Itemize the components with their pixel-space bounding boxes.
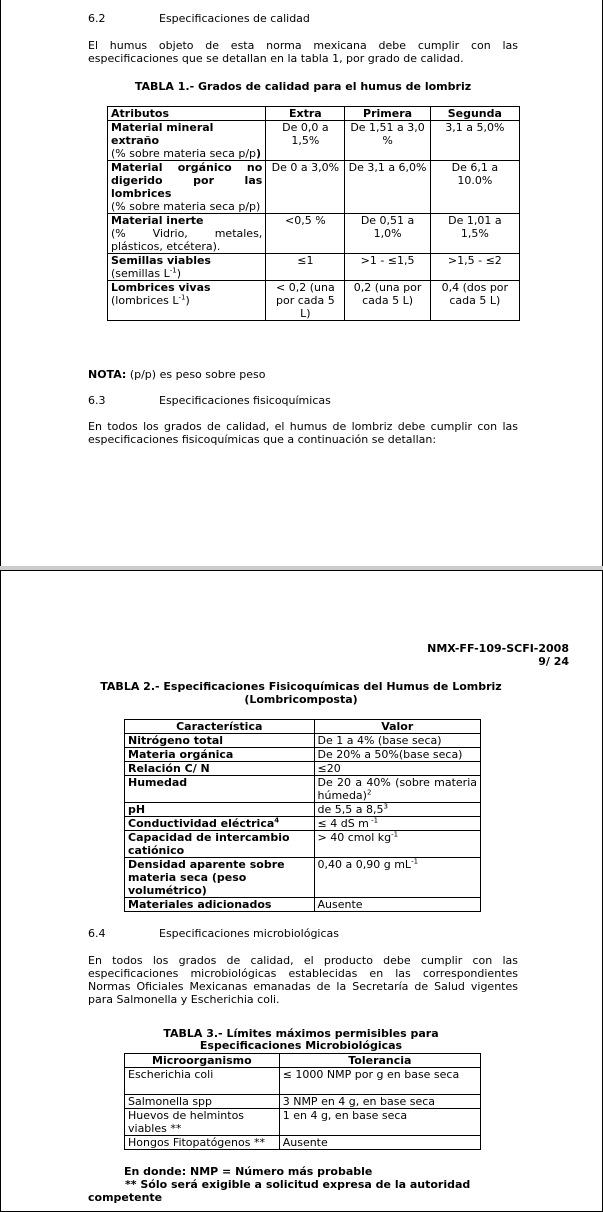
primera-cell: >1 - ≤1,5 (345, 254, 430, 281)
microorganism-cell: Hongos Fitopatógenos ** (125, 1136, 280, 1150)
value-cell: Ausente (314, 898, 480, 912)
characteristic-cell: Humedad (125, 776, 315, 803)
characteristic-text: Conductividad eléctrica (128, 817, 275, 830)
table-row (125, 748, 481, 762)
table-row (125, 831, 481, 858)
column-header: Tolerancia (279, 1054, 480, 1068)
table-title: TABLA 2.- Especificaciones Fisicoquímicas del Humus de Lombriz (100, 680, 502, 693)
value-text: > 40 cmol kg (317, 831, 392, 844)
footnote-ref: 3 (383, 802, 388, 811)
quality-grades-table (107, 106, 520, 321)
superscript: -1 (411, 857, 419, 866)
microorganism-cell: Salmonella spp (125, 1095, 280, 1109)
table-title: TABLA 3.- Límites máximos permisibles para (163, 1027, 439, 1040)
characteristic-cell: Materia orgánica (125, 748, 315, 762)
table-subtitle: (Lombricomposta) (244, 693, 358, 706)
section-title: Especificaciones microbiológicas (159, 927, 339, 940)
paragraph: En todos los grados de calidad, el humus de lombriz debe cumplir con las especificaciones fisicoquímicas que a continuación se detallan: (88, 420, 518, 446)
attribute-note: (% Vidrio, metales, plásticos, etcétera). (111, 227, 263, 253)
table-row (108, 214, 520, 254)
primera-cell: De 3,1 a 6,0% (345, 161, 430, 214)
column-header: Característica (125, 720, 315, 734)
table-row (125, 1095, 481, 1109)
attribute-note-close: ) (185, 294, 190, 307)
attribute-name: Semillas viables (111, 254, 211, 267)
section-number: 6.3 (88, 394, 106, 407)
column-header: Microorganismo (125, 1054, 280, 1068)
table-header-row (125, 720, 481, 734)
document-page-1 (0, 0, 603, 567)
footnote: En donde: NMP = Número más probable (124, 1165, 373, 1178)
note-label: NOTA: (88, 368, 127, 381)
extra-cell: De 0 a 3,0% (266, 161, 345, 214)
table-row (125, 776, 481, 803)
column-header: Extra (266, 107, 345, 121)
microorganism-cell: Escherichia coli (125, 1068, 280, 1095)
superscript: -1 (368, 816, 379, 825)
value-text: de 5,5 a 8,5 (317, 803, 384, 816)
attribute-note-close: ) (176, 267, 182, 280)
attribute-name: Material orgánico no digerido por las lombrices (111, 161, 263, 200)
table-row (125, 762, 481, 776)
segunda-cell: De 1,01 a 1,5% (430, 214, 519, 254)
segunda-cell: De 6,1 a 10.0% (430, 161, 519, 214)
attribute-cell (108, 121, 266, 161)
section-number: 6.4 (88, 927, 106, 940)
document-page-2 (0, 570, 603, 1212)
characteristic-cell: Nitrógeno total (125, 734, 315, 748)
attribute-cell (108, 161, 266, 214)
superscript: -1 (391, 830, 399, 839)
section-number: 6.2 (88, 12, 106, 25)
table-row (125, 734, 481, 748)
primera-cell: De 0,51 a 1,0% (345, 214, 430, 254)
segunda-cell: 0,4 (dos por cada 5 L) (430, 281, 519, 321)
table-row (125, 1136, 481, 1150)
tolerance-cell: ≤ 1000 NMP por g en base seca (279, 1068, 480, 1095)
table-header-row (108, 107, 520, 121)
segunda-cell: >1,5 - ≤2 (430, 254, 519, 281)
extra-cell: <0,5 % (266, 214, 345, 254)
extra-cell: ≤1 (266, 254, 345, 281)
value-cell: ≤20 (314, 762, 480, 776)
attribute-note: (% sobre materia seca p/p (111, 147, 257, 160)
table-subtitle: Especificaciones Microbiológicas (199, 1039, 403, 1052)
column-header: Primera (345, 107, 430, 121)
table-row (125, 803, 481, 817)
column-header: Atributos (108, 107, 266, 121)
superscript: -1 (178, 293, 186, 302)
characteristic-cell: Relación C/ N (125, 762, 315, 776)
attribute-name: Material mineral extraño (111, 121, 214, 147)
table-row (125, 817, 481, 831)
table-header-row (125, 1054, 481, 1068)
attribute-note: (% sobre materia seca p/p) (111, 200, 261, 213)
section-title: Especificaciones fisicoquímicas (159, 394, 331, 407)
column-header: Segunda (430, 107, 519, 121)
footnote-ref: 4 (274, 816, 280, 825)
attribute-note: (lombrices L (111, 294, 179, 307)
value-text: ≤ 4 dS m (317, 817, 369, 830)
microbiological-table (124, 1053, 481, 1150)
attribute-note: (semillas L (111, 267, 170, 280)
characteristic-cell: Capacidad de intercambio catiónico (125, 831, 315, 858)
segunda-cell: 3,1 a 5,0% (430, 121, 519, 161)
table-row (125, 1109, 481, 1136)
footnote-ref: 2 (366, 788, 372, 797)
attribute-name: Material inerte (111, 214, 204, 227)
column-header: Valor (314, 720, 480, 734)
characteristic-cell: Materiales adicionados (125, 898, 315, 912)
table-row (108, 281, 520, 321)
characteristic-cell (125, 817, 315, 831)
tolerance-cell: Ausente (279, 1136, 480, 1150)
attribute-cell (108, 281, 266, 321)
paragraph: En todos los grados de calidad, el producto debe cumplir con las especificaciones microbiológicas establecidas en las correspondientes Normas Oficiales Mexicanas emanadas de la Secretaría de Salud vigentes para Salmonella y Escherichia coli. (88, 954, 518, 1006)
microorganism-cell: Huevos de helmintos viables ** (125, 1109, 280, 1136)
characteristic-cell: pH (125, 803, 315, 817)
primera-cell: 0,2 (una por cada 5 L) (345, 281, 430, 321)
note-text: (p/p) es peso sobre peso (126, 368, 266, 381)
value-cell: De 1 a 4% (base seca) (314, 734, 480, 748)
section-title: Especificaciones de calidad (159, 12, 310, 25)
document-code: NMX-FF-109-SCFI-2008 (427, 642, 569, 655)
characteristic-cell: Densidad aparente sobre materia seca (peso volumétrico) (125, 858, 315, 898)
page-number: 9/ 24 (538, 655, 569, 668)
attribute-cell (108, 254, 266, 281)
table-row (108, 254, 520, 281)
value-cell (314, 831, 480, 858)
table-title: TABLA 1.- Grados de calidad para el humus de lombriz (134, 80, 472, 93)
primera-cell: De 1,51 a 3,0 % (345, 121, 430, 161)
value-cell (314, 817, 480, 831)
tolerance-cell: 1 en 4 g, en base seca (279, 1109, 480, 1136)
superscript: -1 (169, 266, 177, 275)
attribute-cell (108, 214, 266, 254)
value-text: 0,40 a 0,90 g mL (317, 858, 412, 871)
extra-cell: < 0,2 (una por cada 5 L) (266, 281, 345, 321)
paragraph: El humus objeto de esta norma mexicana debe cumplir con las especificaciones que se detallan en la tabla 1, por grado de calidad. (88, 39, 518, 65)
footnote: ** Sólo será exigible a solicitud expresa de la autoridad competente (88, 1178, 471, 1204)
value-cell: De 20% a 50%(base seca) (314, 748, 480, 762)
value-text: De 20 a 40% (sobre materia húmeda) (317, 776, 477, 802)
value-cell (314, 803, 480, 817)
value-cell (314, 858, 480, 898)
note (88, 368, 265, 381)
attribute-name: Lombrices vivas (111, 281, 211, 294)
table-row (125, 858, 481, 898)
table-row (108, 161, 520, 214)
attribute-note-close: ) (256, 147, 262, 160)
value-cell (314, 776, 480, 803)
table-row (125, 898, 481, 912)
table-row (125, 1068, 481, 1095)
physicochemical-table (124, 719, 481, 912)
extra-cell: De 0,0 a 1,5% (266, 121, 345, 161)
table-row (108, 121, 520, 161)
tolerance-cell: 3 NMP en 4 g, en base seca (279, 1095, 480, 1109)
